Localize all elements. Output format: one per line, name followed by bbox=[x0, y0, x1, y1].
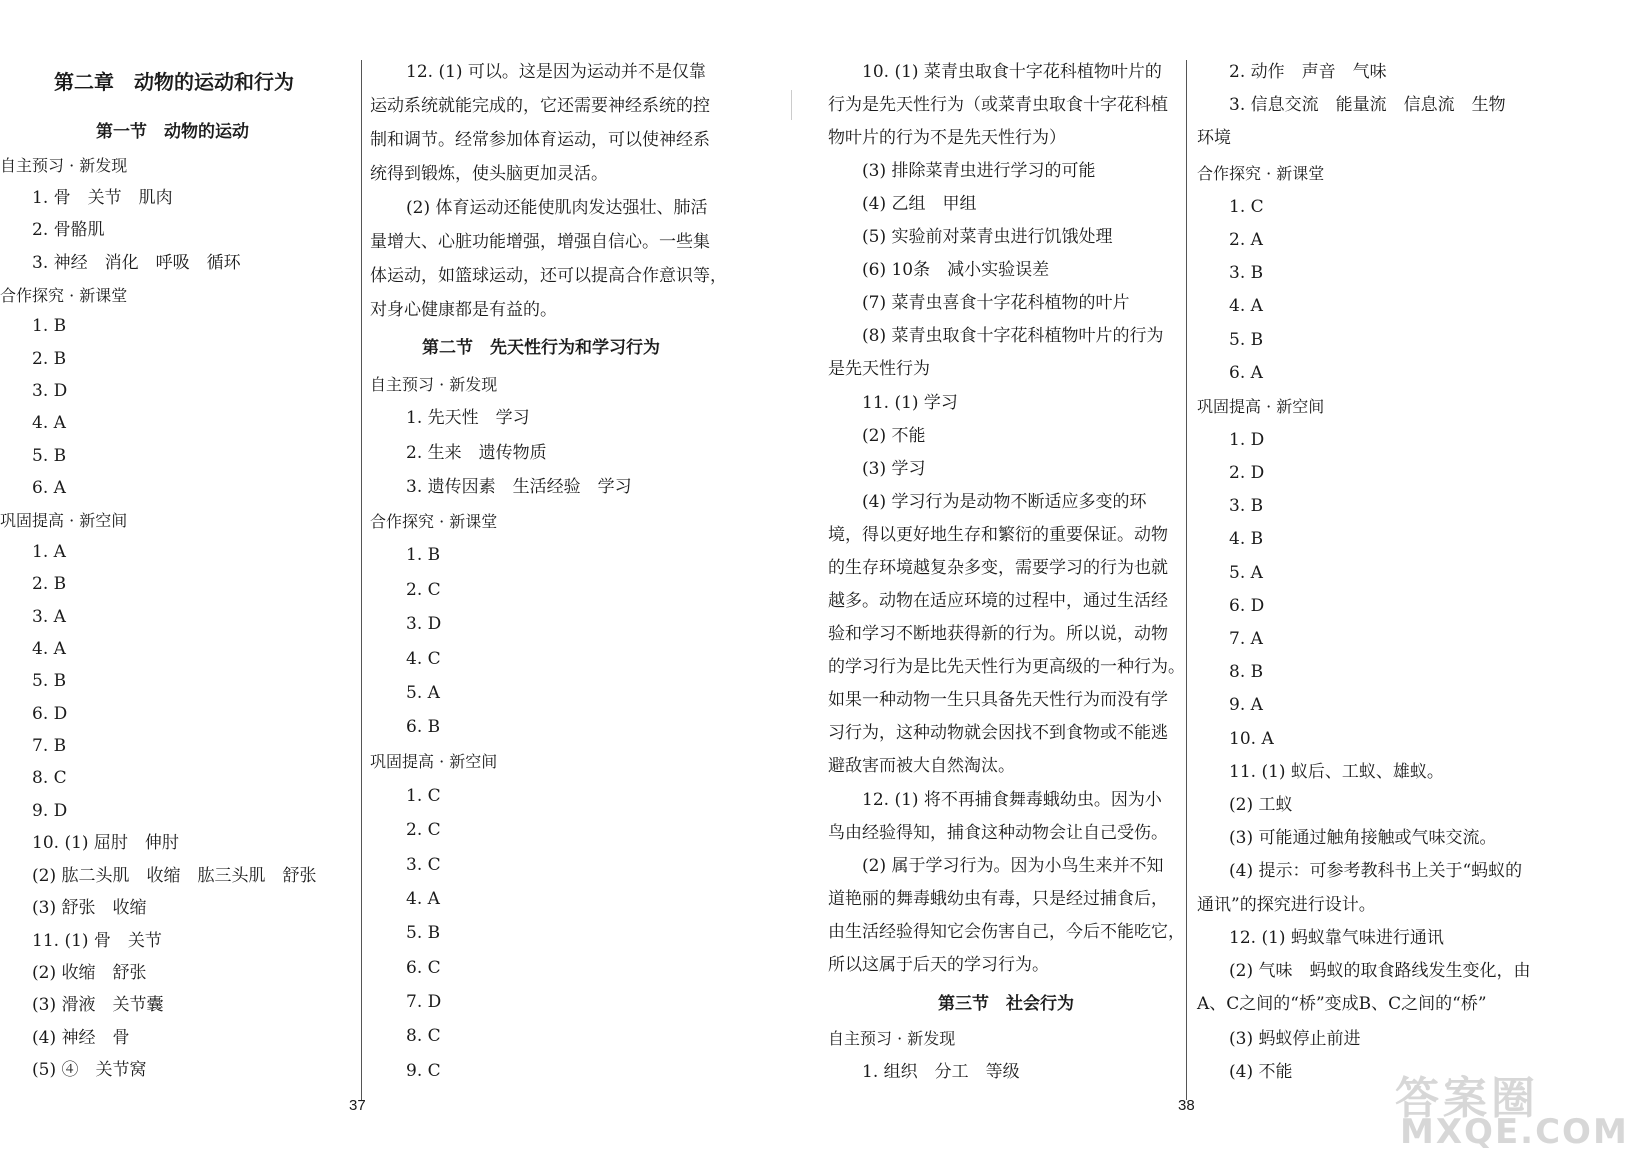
col1-line: 3. A bbox=[32, 607, 66, 627]
col2-line: 2. C bbox=[406, 580, 441, 600]
col4-line: 7. A bbox=[1229, 629, 1263, 649]
col4-line: 8. B bbox=[1229, 662, 1264, 682]
col4-line: 合作探究 · 新课堂 bbox=[1197, 164, 1325, 183]
page-number-right: 38 bbox=[1178, 1097, 1195, 1114]
col1-line: 自主预习 · 新发现 bbox=[0, 156, 128, 175]
col2-line: 对身心健康都是有益的。 bbox=[370, 300, 557, 320]
col2-line: 3. C bbox=[406, 855, 441, 875]
col3-line: 的学习行为是比先天性行为更高级的一种行为。 bbox=[828, 657, 1185, 677]
col3-line: 自主预习 · 新发现 bbox=[828, 1029, 956, 1048]
col2-line: 6. B bbox=[406, 717, 441, 737]
col4-line: 12. (1) 蚂蚁靠气味进行通讯 bbox=[1229, 928, 1444, 948]
col2-line: 第二节 先天性行为和学习行为 bbox=[422, 338, 660, 358]
col1-line: 4. A bbox=[32, 639, 66, 659]
col4-line: (4) 不能 bbox=[1229, 1062, 1293, 1082]
col3-line: 所以这属于后天的学习行为。 bbox=[828, 955, 1049, 975]
col1-line: 1. 骨 关节 肌肉 bbox=[32, 188, 173, 208]
col2-line: 1. B bbox=[406, 545, 441, 565]
col2-line: 3. D bbox=[406, 614, 442, 634]
col3-line: (2) 不能 bbox=[862, 426, 926, 446]
col4-line: A、C之间的“桥”变成B、C之间的“桥” bbox=[1197, 994, 1487, 1014]
col4-line: 2. D bbox=[1229, 463, 1265, 483]
watermark-site: MXQE.COM bbox=[1400, 1112, 1629, 1152]
col2-line: 1. 先天性 学习 bbox=[406, 408, 530, 428]
col3-line: (2) 属于学习行为。因为小鸟生来并不知 bbox=[862, 856, 1164, 876]
col4-line: 3. 信息交流 能量流 信息流 生物 bbox=[1229, 95, 1506, 115]
col4-line: 2. 动作 声音 气味 bbox=[1229, 62, 1387, 82]
col4-line: 2. A bbox=[1229, 230, 1263, 250]
col2-line: 体运动，如篮球运动，还可以提高合作意识等， bbox=[370, 266, 727, 286]
col2-line: 3. 遗传因素 生活经验 学习 bbox=[406, 477, 632, 497]
col2-line: 自主预习 · 新发现 bbox=[370, 375, 498, 394]
col2-line: 4. A bbox=[406, 889, 440, 909]
col1-line: 11. (1) 骨 关节 bbox=[32, 931, 162, 951]
col3-line: 如果一种动物一生只具备先天性行为而没有学 bbox=[828, 690, 1168, 710]
col3-line: 道艳丽的舞毒蛾幼虫有毒，只是经过捕食后， bbox=[828, 889, 1168, 909]
col3-line: 由生活经验得知它会伤害自己，今后不能吃它， bbox=[828, 922, 1185, 942]
col2-line: 合作探究 · 新课堂 bbox=[370, 512, 498, 531]
col3-line: 11. (1) 学习 bbox=[862, 393, 958, 413]
col1-line: 3. D bbox=[32, 381, 68, 401]
col3-line: 境，得以更好地生存和繁衍的重要保证。动物 bbox=[828, 525, 1168, 545]
col2-line: 5. A bbox=[406, 683, 440, 703]
col4-line: 9. A bbox=[1229, 695, 1263, 715]
col2-line: 12. (1) 可以。这是因为运动并不是仅靠 bbox=[406, 62, 706, 82]
col4-line: 6. A bbox=[1229, 363, 1263, 383]
col1-line: 5. B bbox=[32, 671, 67, 691]
col3-line: 第三节 社会行为 bbox=[938, 994, 1074, 1014]
col2-line: 运动系统就能完成的，它还需要神经系统的控 bbox=[370, 96, 710, 116]
col4-line: 3. B bbox=[1229, 263, 1264, 283]
col1-line: 2. B bbox=[32, 574, 67, 594]
col3-line: (4) 乙组 甲组 bbox=[862, 194, 977, 214]
col2-line: 量增大、心脏功能增强，增强自信心。一些集 bbox=[370, 232, 710, 252]
col1-line: 2. 骨骼肌 bbox=[32, 220, 105, 240]
col4-line: 巩固提高 · 新空间 bbox=[1197, 397, 1325, 416]
col3-line: 鸟由经验得知，捕食这种动物会让自己受伤。 bbox=[828, 823, 1168, 843]
col4-line: 4. A bbox=[1229, 296, 1263, 316]
col3-line: (3) 排除菜青虫进行学习的可能 bbox=[862, 161, 1096, 181]
col4-line: 11. (1) 蚁后、工蚁、雄蚁。 bbox=[1229, 762, 1444, 782]
col1-line: 4. A bbox=[32, 413, 66, 433]
col4-line: (2) 气味 蚂蚁的取食路线发生变化，由 bbox=[1229, 961, 1531, 981]
col1-line: 第二章 动物的运动和行为 bbox=[54, 70, 294, 94]
col1-line: 7. B bbox=[32, 736, 67, 756]
col2-line: 4. C bbox=[406, 649, 441, 669]
col3-line: (5) 实验前对菜青虫进行饥饿处理 bbox=[862, 227, 1113, 247]
col3-line: (4) 学习行为是动物不断适应多变的环 bbox=[862, 492, 1147, 512]
col3-line: 行为是先天性行为（或菜青虫取食十字花科植 bbox=[828, 95, 1168, 115]
col2-line: 9. C bbox=[406, 1061, 441, 1081]
col4-line: (4) 提示：可参考教科书上关于“蚂蚁的 bbox=[1229, 861, 1523, 881]
col4-line: 10. A bbox=[1229, 729, 1274, 749]
col1-line: (3) 舒张 收缩 bbox=[32, 898, 147, 918]
col3-line: 12. (1) 将不再捕食舞毒蛾幼虫。因为小 bbox=[862, 790, 1162, 810]
col1-line: 1. A bbox=[32, 542, 66, 562]
col1-line: 第一节 动物的运动 bbox=[96, 122, 249, 142]
col2-line: 制和调节。经常参加体育运动，可以使神经系 bbox=[370, 130, 710, 150]
col4-line: 4. B bbox=[1229, 529, 1264, 549]
col3-line: (7) 菜青虫喜食十字花科植物的叶片 bbox=[862, 293, 1130, 313]
col4-line: 通讯”的探究进行设计。 bbox=[1197, 895, 1376, 915]
col3-line: 10. (1) 菜青虫取食十字花科植物叶片的 bbox=[862, 62, 1162, 82]
page-number-left: 37 bbox=[349, 1097, 366, 1114]
col1-line: 1. B bbox=[32, 316, 67, 336]
col1-line: 8. C bbox=[32, 768, 67, 788]
col3-line: 习行为，这种动物就会因找不到食物或不能逃 bbox=[828, 723, 1168, 743]
col1-line: (3) 滑液 关节囊 bbox=[32, 995, 164, 1015]
col4-line: (3) 可能通过触角接触或气味交流。 bbox=[1229, 828, 1497, 848]
col2-line: 7. D bbox=[406, 992, 442, 1012]
col4-line: 5. A bbox=[1229, 563, 1263, 583]
col1-line: 10. (1) 屈肘 伸肘 bbox=[32, 833, 179, 853]
col4-line: 3. B bbox=[1229, 496, 1264, 516]
col4-line: 1. D bbox=[1229, 430, 1265, 450]
col1-line: 6. D bbox=[32, 704, 68, 724]
col1-line: (5) ④ 关节窝 bbox=[32, 1060, 147, 1080]
col1-line: 3. 神经 消化 呼吸 循环 bbox=[32, 253, 241, 273]
col2-line: 6. C bbox=[406, 958, 441, 978]
col4-line: (3) 蚂蚁停止前进 bbox=[1229, 1029, 1361, 1049]
col1-line: 巩固提高 · 新空间 bbox=[0, 511, 128, 530]
col3-line: 的生存环境越复杂多变，需要学习的行为也就 bbox=[828, 558, 1168, 578]
col2-line: 8. C bbox=[406, 1026, 441, 1046]
col4-line: 环境 bbox=[1197, 128, 1231, 148]
col2-line: (2) 体育运动还能使肌肉发达强壮、肺活 bbox=[406, 198, 708, 218]
watermark-logo: 答案圈 bbox=[1395, 1073, 1539, 1124]
col2-line: 2. 生来 遗传物质 bbox=[406, 443, 547, 463]
col3-line: 物叶片的行为不是先天性行为） bbox=[828, 128, 1066, 148]
col3-line: 是先天性行为 bbox=[828, 359, 930, 379]
col1-line: 9. D bbox=[32, 801, 68, 821]
col1-line: (4) 神经 骨 bbox=[32, 1028, 130, 1048]
col2-line: 2. C bbox=[406, 820, 441, 840]
col3-line: 避敌害而被大自然淘汰。 bbox=[828, 756, 1015, 776]
col3-line: 验和学习不断地获得新的行为。所以说，动物 bbox=[828, 624, 1168, 644]
col3-line: (3) 学习 bbox=[862, 459, 926, 479]
col3-line: 1. 组织 分工 等级 bbox=[862, 1062, 1020, 1082]
col2-line: 1. C bbox=[406, 786, 441, 806]
col3-line: (8) 菜青虫取食十字花科植物叶片的行为 bbox=[862, 326, 1164, 346]
column-divider-left bbox=[361, 60, 362, 1100]
col1-line: 2. B bbox=[32, 349, 67, 369]
col4-line: 5. B bbox=[1229, 330, 1264, 350]
col3-line: (6) 10条 减小实验误差 bbox=[862, 260, 1050, 280]
col1-line: (2) 肱二头肌 收缩 肱三头肌 舒张 bbox=[32, 866, 317, 886]
col2-line: 巩固提高 · 新空间 bbox=[370, 752, 498, 771]
page-gutter bbox=[791, 90, 792, 120]
col4-line: 6. D bbox=[1229, 596, 1265, 616]
col2-line: 统得到锻炼，使头脑更加灵活。 bbox=[370, 164, 608, 184]
column-divider-right bbox=[1186, 60, 1187, 1100]
col1-line: 5. B bbox=[32, 446, 67, 466]
col4-line: 1. C bbox=[1229, 197, 1264, 217]
col4-line: (2) 工蚁 bbox=[1229, 795, 1293, 815]
col2-line: 5. B bbox=[406, 923, 441, 943]
col1-line: (2) 收缩 舒张 bbox=[32, 963, 147, 983]
col3-line: 越多。动物在适应环境的过程中，通过生活经 bbox=[828, 591, 1168, 611]
col1-line: 合作探究 · 新课堂 bbox=[0, 286, 128, 305]
col1-line: 6. A bbox=[32, 478, 66, 498]
